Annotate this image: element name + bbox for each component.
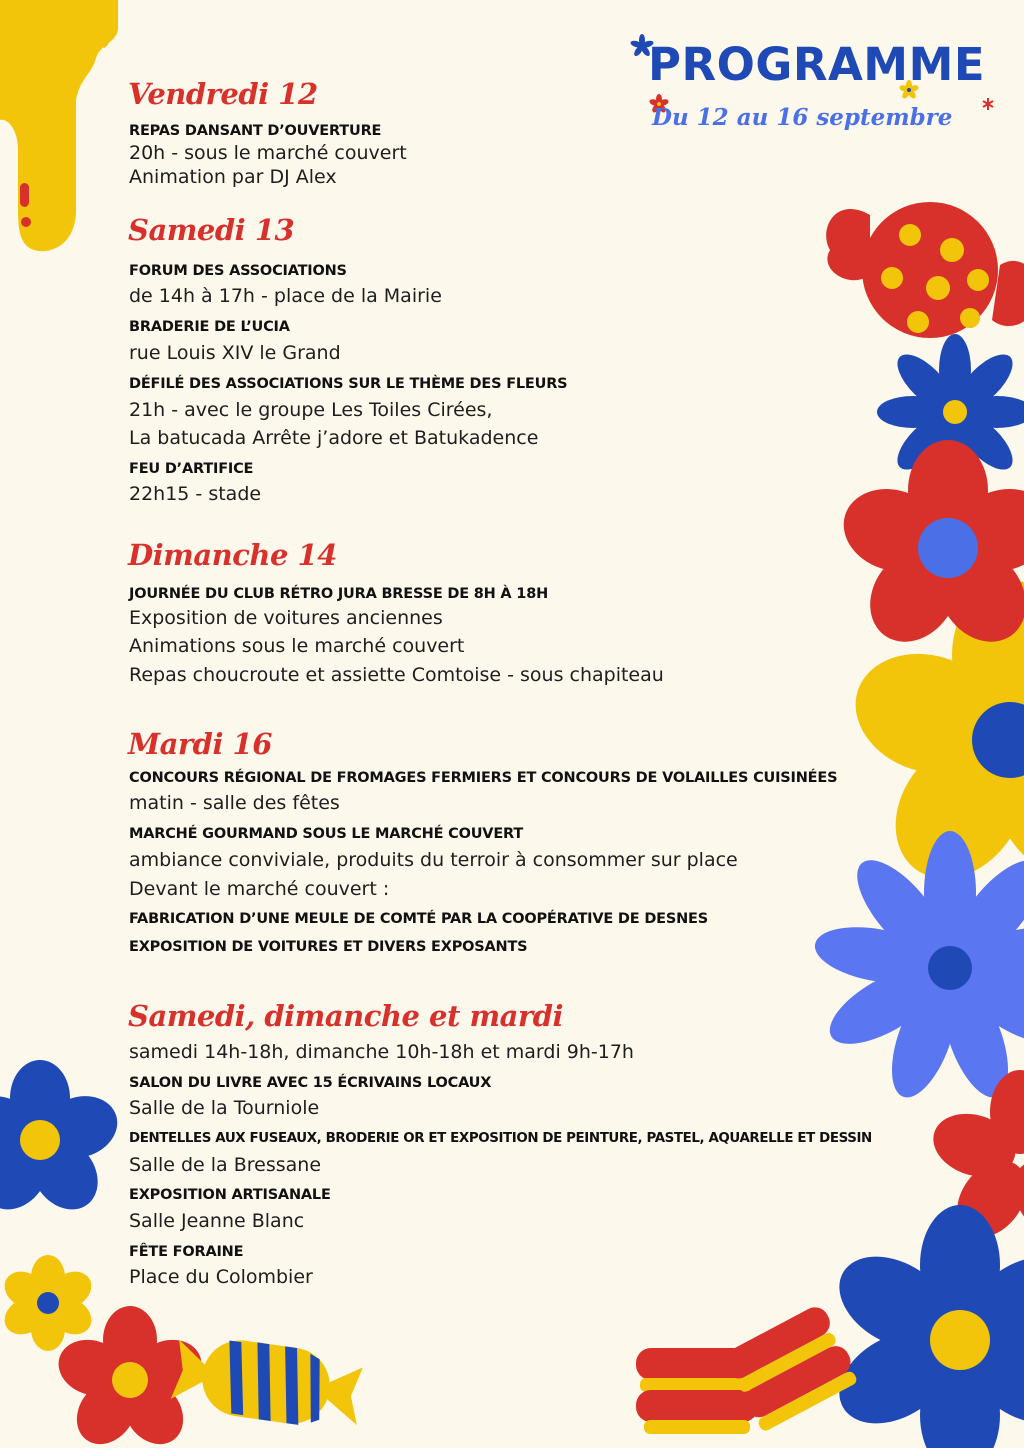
event-name: EXPOSITION ARTISANALE bbox=[129, 1187, 331, 1203]
page-subtitle: Du 12 au 16 septembre bbox=[652, 104, 953, 131]
event-detail: Animation par DJ Alex bbox=[129, 166, 337, 188]
event-name: SALON DU LIVRE AVEC 15 ÉCRIVAINS LOCAUX bbox=[129, 1075, 492, 1091]
event-name: FORUM DES ASSOCIATIONS bbox=[129, 263, 347, 279]
event-detail: rue Louis XIV le Grand bbox=[129, 342, 341, 364]
event-name: BRADERIE DE L’UCIA bbox=[129, 319, 290, 335]
event-detail: Exposition de voitures anciennes bbox=[129, 607, 443, 629]
event-name: JOURNÉE DU CLUB RÉTRO JURA BRESSE DE 8H À 18H bbox=[129, 586, 549, 602]
event-detail: Salle de la Bressane bbox=[129, 1154, 322, 1176]
event-name: REPAS DANSANT D’OUVERTURE bbox=[129, 123, 382, 139]
event-detail: La batucada Arrête j’adore et Batukadence bbox=[129, 427, 539, 449]
event-name: DENTELLES AUX FUSEAUX, BRODERIE OR ET EXPOSITION DE PEINTURE, PASTEL, AQUARELLE ET DESSIN bbox=[129, 1131, 872, 1146]
event-detail: 21h - avec le groupe Les Toiles Cirées, bbox=[129, 399, 493, 421]
event-detail: Salle Jeanne Blanc bbox=[129, 1210, 305, 1232]
schedule-hours: samedi 14h-18h, dimanche 10h-18h et mardi 9h-17h bbox=[129, 1041, 634, 1063]
event-detail: ambiance conviviale, produits du terroir à consommer sur place bbox=[129, 849, 738, 871]
page-title: PROGRAMME bbox=[648, 38, 986, 91]
day-title: Dimanche 14 bbox=[128, 538, 337, 572]
day-title: Samedi, dimanche et mardi bbox=[128, 999, 563, 1033]
event-detail: de 14h à 17h - place de la Mairie bbox=[129, 285, 442, 307]
event-name: EXPOSITION DE VOITURES ET DIVERS EXPOSANTS bbox=[129, 939, 528, 955]
event-detail: Place du Colombier bbox=[129, 1266, 313, 1288]
event-name: CONCOURS RÉGIONAL DE FROMAGES FERMIERS ET CONCOURS DE VOLAILLES CUISINÉES bbox=[129, 770, 838, 786]
event-name: FEU D’ARTIFICE bbox=[129, 461, 254, 477]
event-detail: 22h15 - stade bbox=[129, 483, 262, 505]
event-detail: matin - salle des fêtes bbox=[129, 792, 340, 814]
event-detail: 20h - sous le marché couvert bbox=[129, 142, 407, 164]
event-detail: Animations sous le marché couvert bbox=[129, 635, 465, 657]
day-title: Mardi 16 bbox=[128, 727, 272, 761]
event-name: FÊTE FORAINE bbox=[129, 1244, 244, 1260]
day-title: Vendredi 12 bbox=[128, 77, 318, 111]
event-detail: Salle de la Tourniole bbox=[129, 1097, 320, 1119]
event-detail: Devant le marché couvert : bbox=[129, 878, 390, 900]
event-name: FABRICATION D’UNE MEULE DE COMTÉ PAR LA COOPÉRATIVE DE DESNES bbox=[129, 911, 708, 927]
event-detail: Repas choucroute et assiette Comtoise - sous chapiteau bbox=[129, 664, 664, 686]
day-title: Samedi 13 bbox=[128, 213, 295, 247]
event-name: MARCHÉ GOURMAND SOUS LE MARCHÉ COUVERT bbox=[129, 826, 524, 842]
event-name: DÉFILÉ DES ASSOCIATIONS SUR LE THÈME DES FLEURS bbox=[129, 376, 568, 392]
